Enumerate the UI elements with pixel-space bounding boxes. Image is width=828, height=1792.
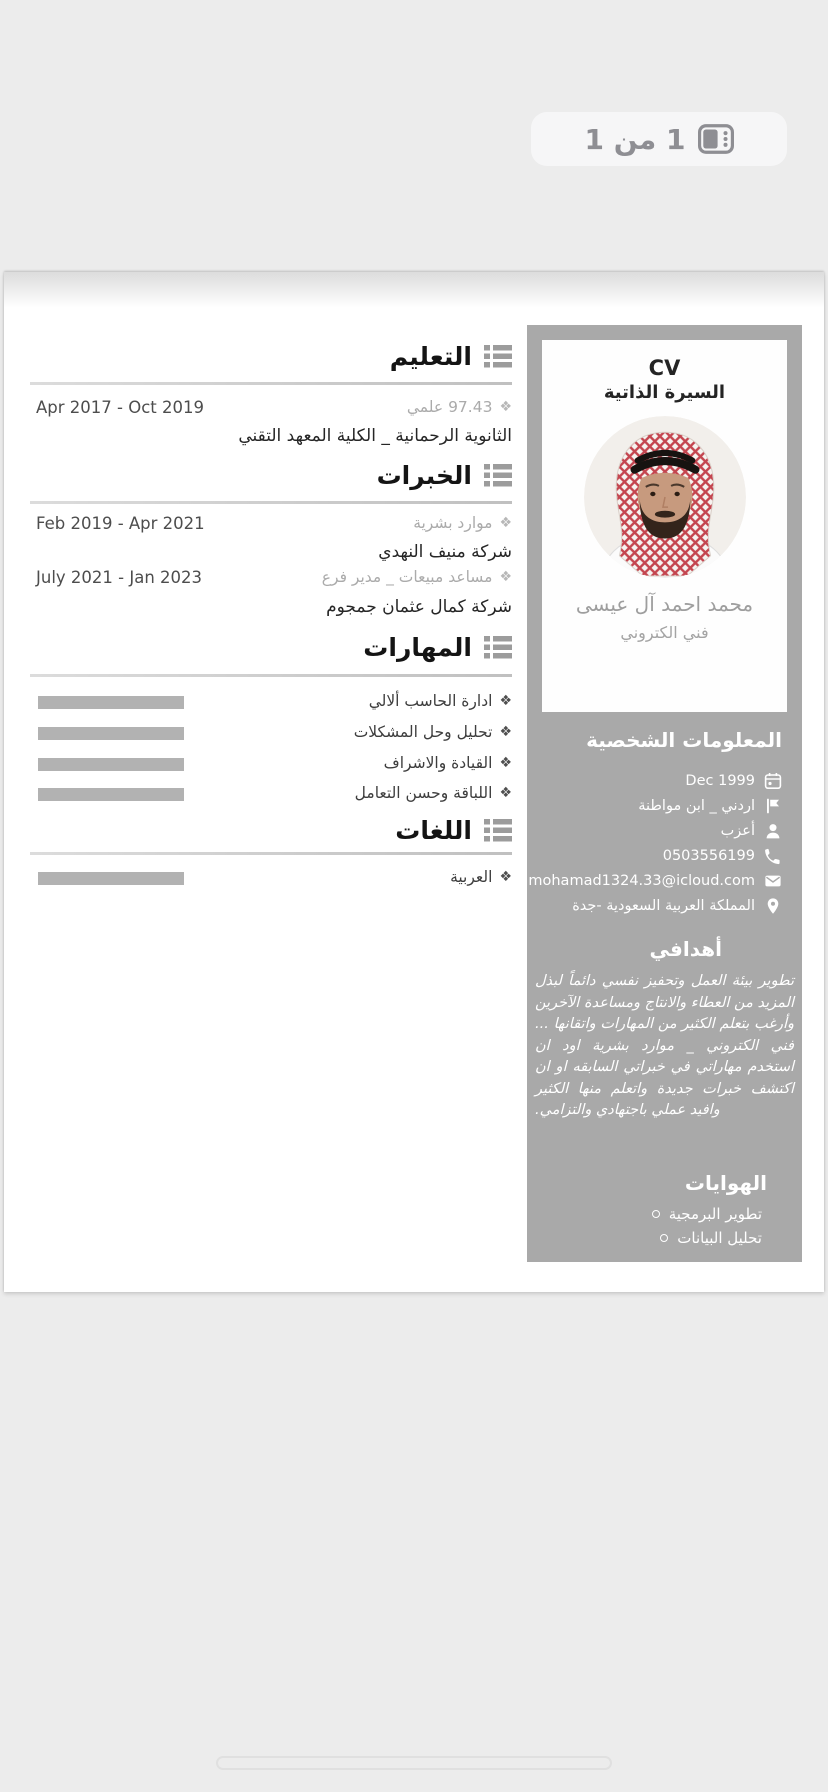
objectives-text: تطوير بيئة العمل وتحفيز نفسي دائماً لبذل المزيد من العطاء والانتاج ومساعدة الآخرين وأرغب بتعلم الكثير من المهارات واتقانها ... فني الكتروني _ موارد بشرية اود ان استخدم مهاراتي في خبراتي السابقه او ان اكتشف خبرات جديدة واتعلم منها الكثير وافيد عملي باجتهادي والتزامي. (535, 973, 794, 1118)
portrait-illustration (584, 416, 746, 578)
info-row-phone: 0503556199 (527, 843, 802, 868)
skill-row (30, 692, 512, 716)
skill-level-bar (38, 696, 184, 709)
cv-title: CV (648, 356, 681, 380)
diamond-bullet-icon: ❖ (499, 693, 512, 709)
experience-heading: الخبرات (376, 460, 472, 490)
info-row-location: المملكة العربية السعودية -جدة (527, 893, 802, 918)
mail-icon (764, 872, 782, 890)
page-indicator-label: 1 من 1 (584, 122, 686, 156)
home-indicator[interactable] (216, 1756, 612, 1770)
cv-subtitle: السيرة الذاتية (603, 382, 726, 403)
skill-label: ❖ القيادة والاشراف (383, 754, 512, 772)
skill-row (30, 754, 512, 778)
page-indicator[interactable] (531, 112, 787, 166)
circle-bullet-icon (660, 1234, 668, 1242)
person-job-title: فني الكتروني (620, 623, 709, 642)
hobby-item: تطوير البرمجية (652, 1205, 762, 1223)
flag-icon (764, 797, 782, 815)
section-divider (30, 852, 512, 855)
skill-row (30, 723, 512, 747)
education-school: الثانوية الرحمانية _ الكلية المعهد التقني (238, 426, 512, 446)
experience-title: ❖ موارد بشرية (413, 514, 512, 532)
education-entry (30, 398, 512, 424)
diamond-bullet-icon: ❖ (499, 724, 512, 740)
skill-level-bar (38, 727, 184, 740)
education-date: Apr 2017 - Oct 2019 (36, 398, 204, 417)
hobbies-list (652, 1205, 762, 1247)
section-heading-education (30, 336, 512, 376)
diamond-bullet-icon: ❖ (499, 785, 512, 801)
identity-card (542, 340, 787, 712)
experience-date: July 2021 - Jan 2023 (36, 568, 203, 587)
diamond-bullet-icon: ❖ (499, 755, 512, 771)
location-icon (764, 897, 782, 915)
section-divider (30, 382, 512, 385)
diamond-bullet-icon: ❖ (499, 869, 512, 885)
page-thumbnails-icon (698, 124, 734, 154)
list-icon (484, 345, 512, 368)
experience-entry (30, 514, 512, 540)
languages-heading: اللغات (395, 815, 472, 845)
info-row-marital-status: أعزب (527, 818, 802, 843)
education-title: ❖ 97.43 علمي (406, 398, 512, 416)
list-icon (484, 819, 512, 842)
section-divider (30, 674, 512, 677)
cv-main-column (30, 272, 512, 1292)
circle-bullet-icon (652, 1210, 660, 1218)
skill-level-bar (38, 788, 184, 801)
education-heading: التعليم (389, 341, 472, 371)
info-row-nationality: اردني _ ابن مواطنة (527, 793, 802, 818)
profile-photo (584, 416, 746, 578)
phone-icon (764, 847, 782, 865)
objectives-heading: أهدافي (649, 937, 722, 961)
section-divider (30, 501, 512, 504)
cv-page (4, 272, 824, 1292)
experience-title: ❖ مساعد مبيعات _ مدير فرع (321, 568, 512, 586)
skills-heading: المهارات (363, 632, 472, 662)
section-heading-languages (30, 810, 512, 850)
info-row-birthdate: Dec 1999 (527, 768, 802, 793)
language-level-bar (38, 872, 184, 885)
personal-info-heading: المعلومات الشخصية (586, 728, 782, 752)
skill-level-bar (38, 758, 184, 771)
calendar-icon (764, 772, 782, 790)
diamond-bullet-icon: ❖ (499, 399, 512, 415)
person-name: محمد احمد آل عيسى (575, 592, 754, 616)
hobbies-heading: الهوايات (684, 1171, 767, 1195)
experience-date: Feb 2019 - Apr 2021 (36, 514, 205, 533)
cv-sidebar (527, 325, 802, 1262)
language-row (30, 868, 512, 892)
hobby-item: تحليل البيانات (660, 1229, 762, 1247)
list-icon (484, 636, 512, 659)
personal-info-list (527, 768, 802, 918)
diamond-bullet-icon: ❖ (499, 569, 512, 585)
list-icon (484, 464, 512, 487)
section-heading-skills (30, 627, 512, 667)
language-label: ❖ العربية (450, 868, 512, 886)
skill-row (30, 784, 512, 808)
experience-company: شركة منيف النهدي (378, 542, 512, 562)
experience-entry (30, 568, 512, 594)
skill-label: ❖ ادارة الحاسب ألالي (368, 692, 512, 710)
diamond-bullet-icon: ❖ (499, 515, 512, 531)
person-icon (764, 822, 782, 840)
info-row-email: mohamad1324.33@icloud.com (527, 868, 802, 893)
section-heading-experience (30, 455, 512, 495)
experience-company: شركة كمال عثمان جمجوم (326, 597, 512, 617)
skill-label: ❖ تحليل وحل المشكلات (353, 723, 512, 741)
skill-label: ❖ اللباقة وحسن التعامل (354, 784, 512, 802)
